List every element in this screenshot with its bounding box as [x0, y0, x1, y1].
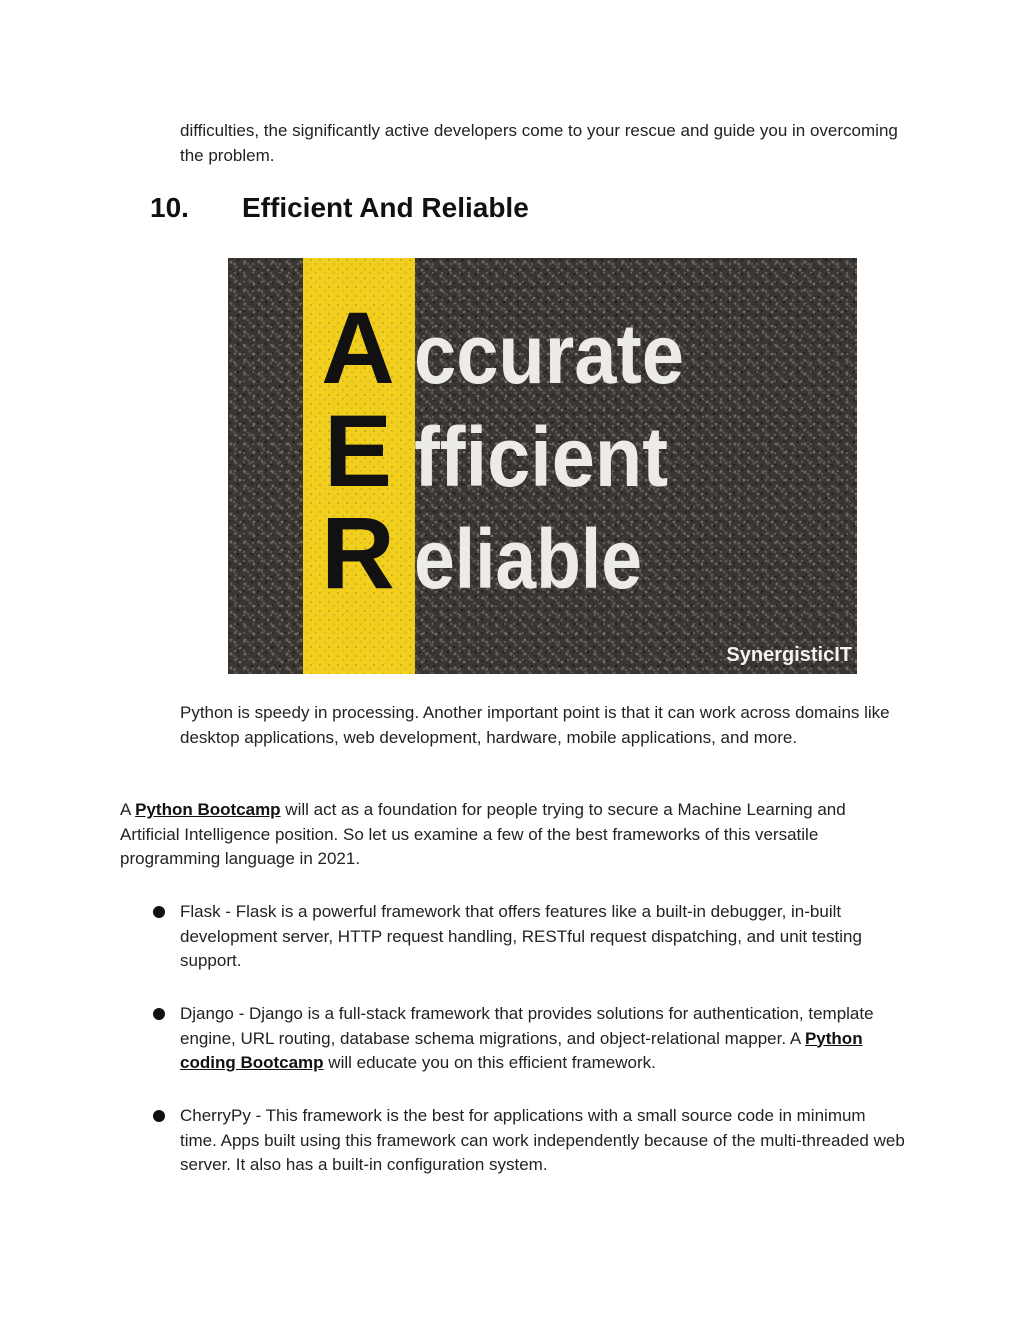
- bullet-icon: [153, 1110, 165, 1122]
- list-item-flask: [180, 900, 905, 974]
- django-text: Django - Django is a full-stack framework that provides solutions for authentication, template engine, URL routing, database schema migrations, and object-relational mapper. A: [180, 1004, 874, 1048]
- bootcamp-prefix: A: [120, 800, 136, 819]
- python-coding-bootcamp-link[interactable]: Python coding Bootcamp: [180, 1028, 863, 1072]
- flask-text: Flask - Flask is a powerful framework that offers features like a built-in debugger, in-built development server, HTTP request handling, RESTful request dispatching, and unit testing support.: [180, 902, 862, 970]
- bootcamp-suffix: will act as a foundation for people trying to secure a Machine Learning and Artificial Intelligence position. So let us examine a few of the best frameworks of this versatile programming language in 2021.: [120, 800, 846, 868]
- bullet-icon: [153, 1008, 165, 1020]
- speed-paragraph: Python is speedy in processing. Another important point is that it can work across domains like desktop applications, web development, hardware, mobile applications, and more.: [180, 703, 890, 747]
- watermark: SynergisticIT: [726, 644, 852, 666]
- aer-illustration: [228, 258, 857, 674]
- bootcamp-paragraph: [120, 798, 900, 872]
- letter-e: E: [323, 394, 393, 508]
- heading-title: Efficient And Reliable: [242, 192, 529, 223]
- word-eliable: eliable: [414, 512, 642, 606]
- aer-image: [228, 258, 857, 674]
- heading-number: 10.: [150, 192, 189, 223]
- django-suffix: will educate you on this efficient framework.: [323, 1053, 656, 1072]
- section-heading: [150, 192, 529, 224]
- bullet-icon: [153, 906, 165, 918]
- list-item-cherrypy: [180, 1104, 905, 1178]
- python-bootcamp-link[interactable]: Python Bootcamp: [135, 800, 281, 819]
- cherrypy-text: CherryPy - This framework is the best for applications with a small source code in minimum time. Apps built using this framework can work independently because of the multi-threaded web server. It also has a built-in configuration system.: [180, 1106, 905, 1174]
- list-item-django: [180, 1002, 905, 1076]
- letter-a: A: [321, 291, 395, 405]
- intro-paragraph: difficulties, the significantly active developers come to your rescue and guide you in overcoming the problem.: [180, 121, 898, 165]
- word-ccurate: ccurate: [414, 307, 684, 401]
- letter-r: R: [321, 496, 395, 610]
- word-fficient: fficient: [414, 410, 668, 504]
